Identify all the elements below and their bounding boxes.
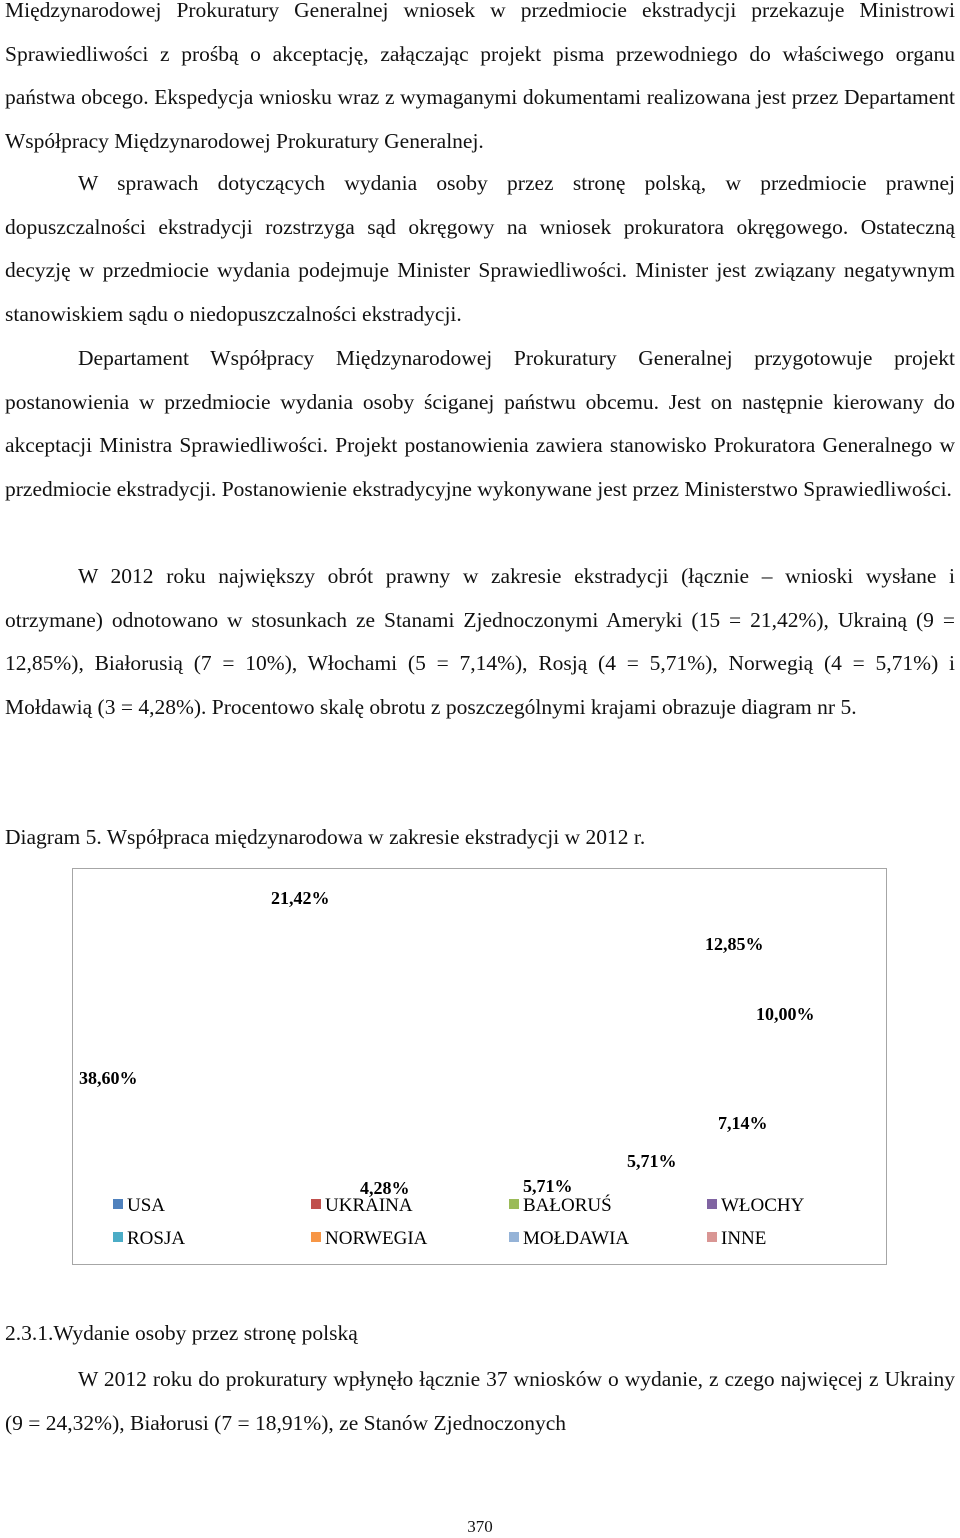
diagram-caption: Diagram 5. Współpraca międzynarodowa w zakresie ekstradycji w 2012 r.	[5, 825, 646, 849]
legend-label-rosja: ROSJA	[127, 1228, 186, 1249]
body-paragraph: W sprawach dotyczących wydania osoby przez stronę polską, w przedmiocie prawnej dopuszczalności ekstradycji rozstrzyga sąd okręgowy na wniosek prokuratora okręgowego. Ostateczną decyzję w przedmiocie wydania podejmuje Minister Sprawiedliwości. Minister jest związany negatywnym stanowiskiem sądu o niedopuszczalności ekstradycji.	[5, 171, 955, 326]
data-label-ukraina: 12,85%	[705, 934, 764, 954]
legend-swatch-wlochy	[707, 1199, 717, 1209]
legend-swatch-inne	[707, 1232, 717, 1242]
legend-swatch-rosja	[113, 1232, 123, 1242]
page-number: 370	[467, 1517, 493, 1536]
legend-label-wlochy: WŁOCHY	[721, 1195, 805, 1216]
pie-chart-canvas	[73, 869, 886, 1264]
legend-label-moldawia: MOŁDAWIA	[523, 1228, 630, 1249]
legend-swatch-norwegia	[311, 1232, 321, 1242]
legend-swatch-balorus	[509, 1199, 519, 1209]
legend-swatch-moldawia	[509, 1232, 519, 1242]
data-label-moldawia: 4,28%	[360, 1178, 410, 1198]
legend-label-norwegia: NORWEGIA	[325, 1228, 428, 1249]
body-paragraph: W 2012 roku do prokuratury wpłynęło łącznie 37 wniosków o wydanie, z czego najwięcej z Ukrainy (9 = 24,32%), Białorusi (7 = 18,91%), ze Stanów Zjednoczonych	[5, 1367, 955, 1435]
pie-chart	[72, 868, 887, 1265]
legend-label-usa: USA	[127, 1195, 166, 1216]
section-heading: 2.3.1.Wydanie osoby przez stronę polską	[5, 1321, 358, 1345]
legend-swatch-ukraina	[311, 1199, 321, 1209]
legend-label-inne: INNE	[721, 1228, 767, 1249]
data-label-wlochy: 7,14%	[718, 1113, 768, 1133]
legend-label-balorus: BAŁORUŚ	[523, 1195, 612, 1216]
legend-label-ukraina: UKRAINA	[325, 1195, 413, 1216]
data-label-balorus: 10,00%	[756, 1004, 815, 1024]
data-label-usa: 21,42%	[271, 888, 330, 908]
data-label-rosja: 5,71%	[627, 1151, 677, 1171]
data-label-inne: 38,60%	[79, 1068, 138, 1088]
legend-swatch-usa	[113, 1199, 123, 1209]
data-label-norwegia: 5,71%	[523, 1176, 573, 1196]
body-paragraph: Międzynarodowej Prokuratury Generalnej wniosek w przedmiocie ekstradycji przekazuje Ministrowi Sprawiedliwości z prośbą o akceptację, załączając projekt pisma przewodniego do właściwego organu państwa obcego. Ekspedycja wniosku wraz z wymaganymi dokumentami realizowana jest przez Departament Współpracy Międzynarodowej Prokuratury Generalnej.	[5, 0, 955, 153]
body-paragraph: W 2012 roku największy obrót prawny w zakresie ekstradycji (łącznie – wnioski wysłane i otrzymane) odnotowano w stosunkach ze Stanami Zjednoczonymi Ameryki (15 = 21,42%), Ukrainą (9 = 12,85%), Białorusią (7 = 10%), Włochami (5 = 7,14%), Rosją (4 = 5,71%), Norwegią (4 = 5,71%) i Mołdawią (3 = 4,28%). Procentowo skalę obrotu z poszczególnymi krajami obrazuje diagram nr 5.	[5, 564, 955, 719]
body-paragraph: Departament Współpracy Międzynarodowej Prokuratury Generalnej przygotowuje projekt postanowienia w przedmiocie wydania osoby ściganej państwu obcemu. Jest on następnie kierowany do akceptacji Ministra Sprawiedliwości. Projekt postanowienia zawiera stanowisko Prokuratora Generalnego w przedmiocie ekstradycji. Postanowienie ekstradycyjne wykonywane jest przez Ministerstwo Sprawiedliwości.	[5, 346, 955, 501]
